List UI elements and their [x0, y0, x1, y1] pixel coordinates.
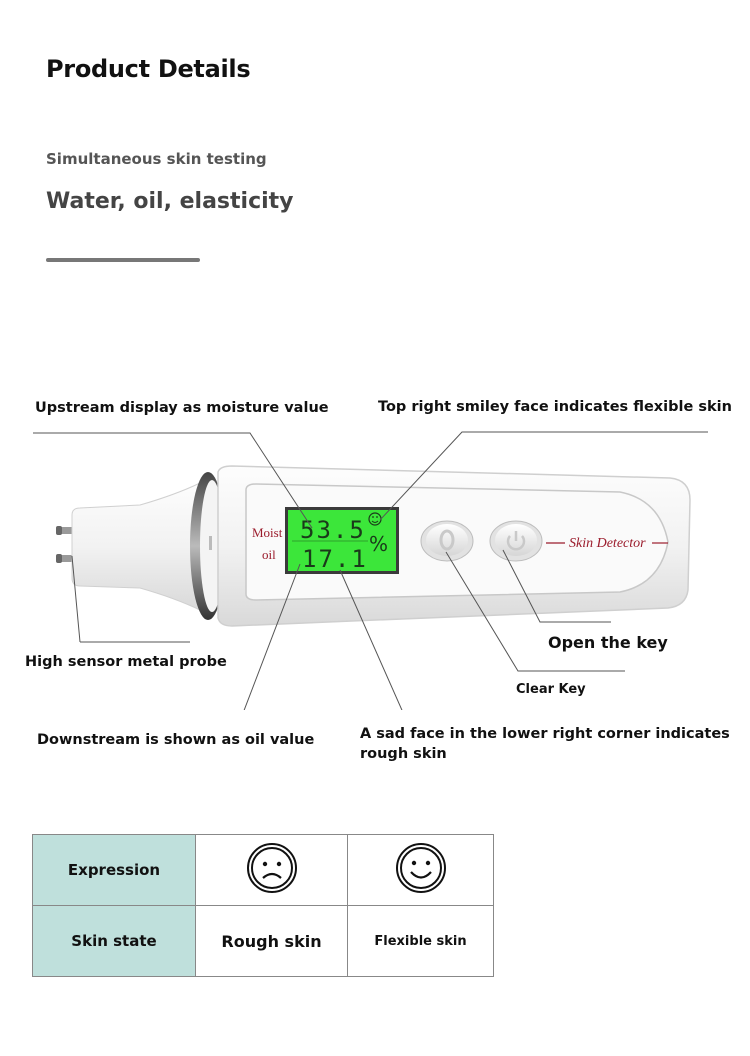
smiley-face-icon	[395, 842, 447, 894]
table-row	[33, 906, 494, 977]
expression-legend-table	[32, 834, 494, 977]
power-button[interactable]	[490, 521, 542, 561]
divider	[46, 258, 200, 262]
callout-upstream: Upstream display as moisture value	[35, 400, 329, 416]
cell-sad-face	[196, 835, 348, 906]
lcd-moisture-value: 53.5	[300, 516, 366, 544]
label-moist: Moist	[252, 525, 283, 540]
lcd-oil-value: 17.1	[302, 545, 368, 573]
row-header-skin-state: Skin state	[33, 906, 196, 977]
cell-smiley-face	[348, 835, 494, 906]
label-oil: oil	[262, 547, 276, 562]
table-row	[33, 835, 494, 906]
callout-probe: High sensor metal probe	[25, 654, 227, 670]
tagline: Water, oil, elasticity	[46, 189, 294, 214]
cell-rough-skin: Rough skin	[196, 906, 348, 977]
skin-detector-illustration	[0, 380, 750, 710]
callout-clear-key: Clear Key	[516, 682, 586, 697]
metal-probe	[56, 526, 74, 563]
callout-smiley: Top right smiley face indicates flexible skin	[378, 399, 732, 415]
sad-face-icon	[246, 842, 298, 894]
row-header-expression: Expression	[33, 835, 196, 906]
callout-open-key: Open the key	[548, 633, 668, 652]
lcd-percent-sign: %	[369, 532, 389, 556]
page-title: Product Details	[46, 55, 251, 83]
clear-button[interactable]	[421, 521, 473, 561]
cell-flexible-skin: Flexible skin	[348, 906, 494, 977]
brand-text: Skin Detector	[569, 536, 646, 551]
subtitle: Simultaneous skin testing	[46, 150, 267, 168]
callout-downstream: Downstream is shown as oil value	[37, 732, 315, 748]
callout-sad-face: A sad face in the lower right corner indicates rough skin	[360, 726, 730, 762]
